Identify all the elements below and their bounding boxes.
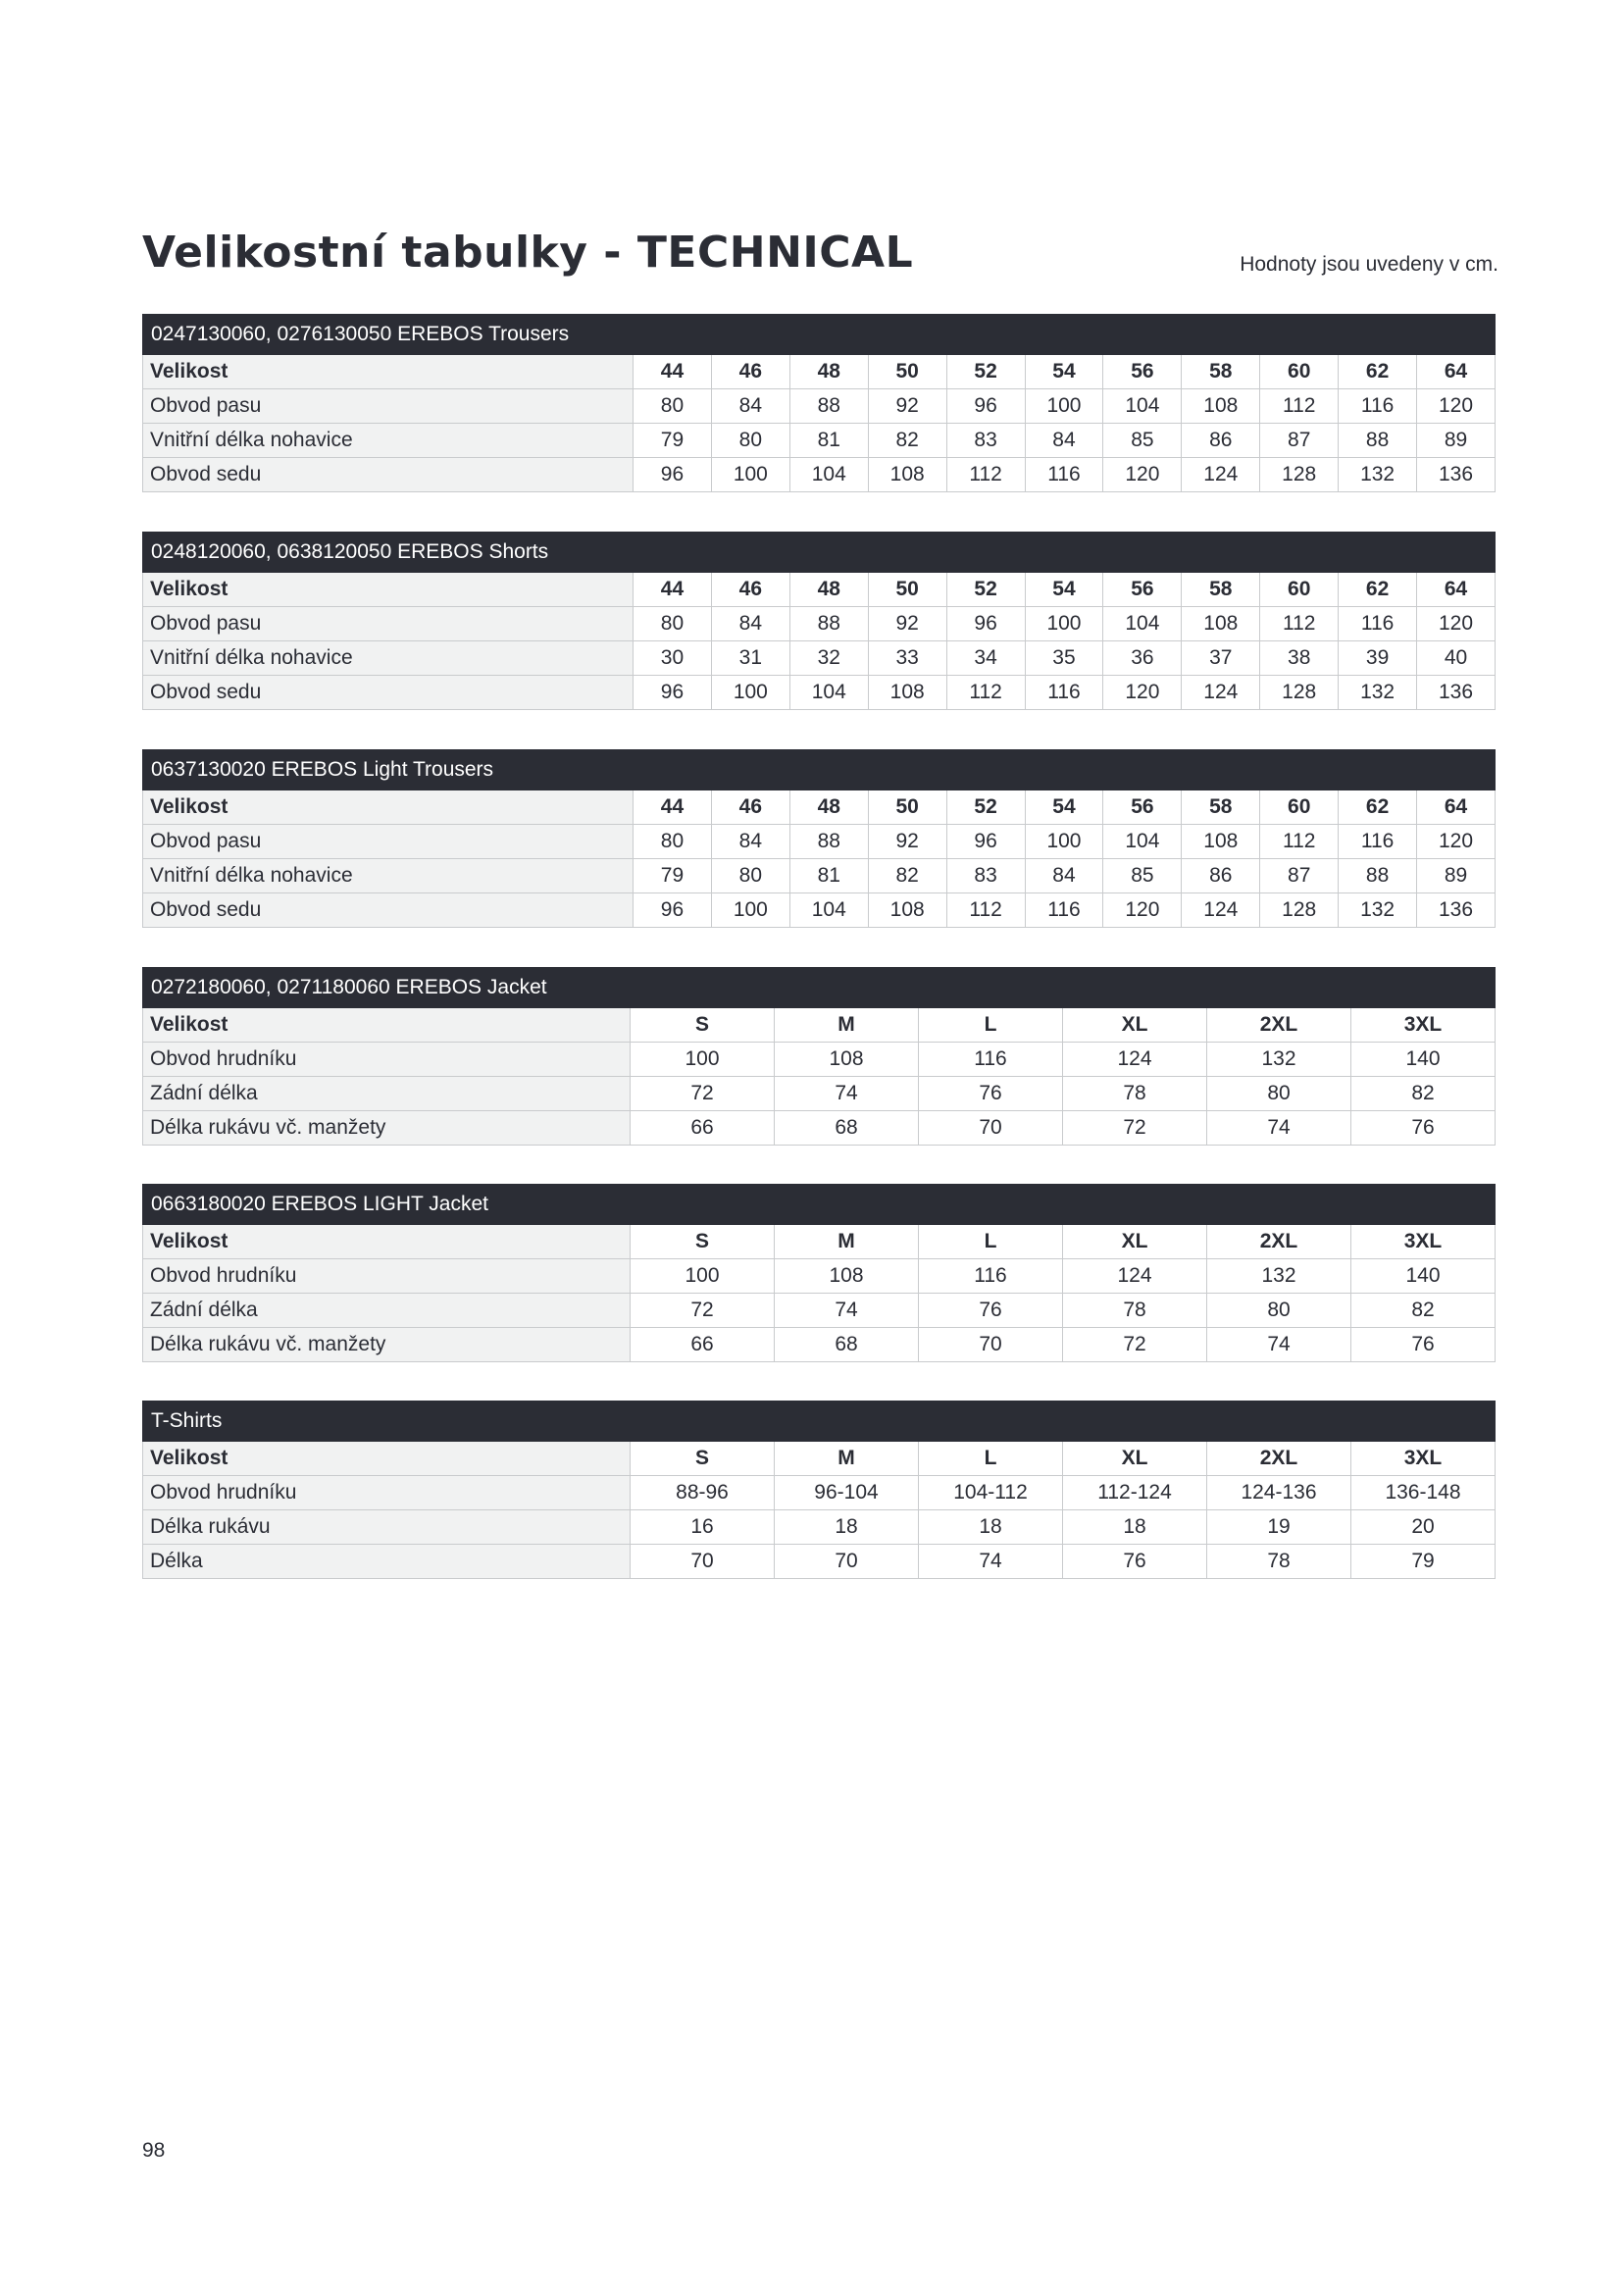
value-cell: 72 xyxy=(1063,1328,1207,1362)
row-label: Obvod sedu xyxy=(143,893,634,928)
value-cell: 84 xyxy=(1025,859,1103,893)
value-cell: 76 xyxy=(1351,1111,1496,1146)
value-cell: 39 xyxy=(1339,641,1417,676)
size-label: Velikost xyxy=(143,790,634,825)
value-cell: 80 xyxy=(1207,1077,1351,1111)
size-cell: 46 xyxy=(711,790,789,825)
value-cell: 80 xyxy=(1207,1294,1351,1328)
row-label: Obvod sedu xyxy=(143,676,634,710)
value-cell: 112-124 xyxy=(1063,1476,1207,1510)
size-cell: 60 xyxy=(1260,573,1339,607)
table-row xyxy=(143,893,1496,928)
value-cell: 120 xyxy=(1417,389,1496,424)
value-cell: 36 xyxy=(1103,641,1182,676)
value-cell: 104 xyxy=(789,458,868,492)
value-cell: 66 xyxy=(631,1328,775,1362)
size-table xyxy=(142,967,1496,1146)
value-cell: 70 xyxy=(919,1328,1063,1362)
size-cell: S xyxy=(631,1442,775,1476)
value-cell: 70 xyxy=(919,1111,1063,1146)
table-row xyxy=(143,641,1496,676)
size-cell: 48 xyxy=(789,355,868,389)
row-label: Vnitřní délka nohavice xyxy=(143,424,634,458)
value-cell: 120 xyxy=(1103,458,1182,492)
value-cell: 70 xyxy=(631,1545,775,1579)
value-cell: 96 xyxy=(946,389,1025,424)
row-label: Obvod pasu xyxy=(143,825,634,859)
table-row xyxy=(143,1545,1496,1579)
size-header-row xyxy=(143,573,1496,607)
value-cell: 116 xyxy=(1025,893,1103,928)
row-label: Obvod pasu xyxy=(143,607,634,641)
value-cell: 76 xyxy=(1063,1545,1207,1579)
value-cell: 88 xyxy=(1339,859,1417,893)
table-row xyxy=(143,458,1496,492)
size-header-row xyxy=(143,790,1496,825)
size-cell: 52 xyxy=(946,790,1025,825)
value-cell: 80 xyxy=(711,859,789,893)
size-cell: 58 xyxy=(1182,790,1260,825)
value-cell: 89 xyxy=(1417,424,1496,458)
size-cell: 54 xyxy=(1025,573,1103,607)
value-cell: 108 xyxy=(775,1043,919,1077)
value-cell: 35 xyxy=(1025,641,1103,676)
table-title: 0248120060, 0638120050 EREBOS Shorts xyxy=(143,533,1496,573)
size-label: Velikost xyxy=(143,1008,631,1043)
value-cell: 92 xyxy=(868,389,946,424)
value-cell: 120 xyxy=(1103,676,1182,710)
size-label: Velikost xyxy=(143,1442,631,1476)
value-cell: 100 xyxy=(1025,389,1103,424)
size-cell: XL xyxy=(1063,1225,1207,1259)
value-cell: 76 xyxy=(1351,1328,1496,1362)
value-cell: 104 xyxy=(1103,607,1182,641)
value-cell: 85 xyxy=(1103,424,1182,458)
page-title: Velikostní tabulky - TECHNICAL xyxy=(142,228,914,278)
table-title: 0247130060, 0276130050 EREBOS Trousers xyxy=(143,315,1496,355)
size-cell: 2XL xyxy=(1207,1442,1351,1476)
value-cell: 74 xyxy=(1207,1111,1351,1146)
table-title: 0272180060, 0271180060 EREBOS Jacket xyxy=(143,968,1496,1008)
value-cell: 31 xyxy=(711,641,789,676)
value-cell: 120 xyxy=(1417,825,1496,859)
size-table xyxy=(142,314,1496,492)
value-cell: 30 xyxy=(634,641,712,676)
value-cell: 86 xyxy=(1182,859,1260,893)
value-cell: 108 xyxy=(775,1259,919,1294)
size-cell: 3XL xyxy=(1351,1225,1496,1259)
value-cell: 92 xyxy=(868,607,946,641)
table-row xyxy=(143,424,1496,458)
size-cell: XL xyxy=(1063,1008,1207,1043)
value-cell: 88-96 xyxy=(631,1476,775,1510)
table-row xyxy=(143,1077,1496,1111)
value-cell: 89 xyxy=(1417,859,1496,893)
size-cell: M xyxy=(775,1442,919,1476)
value-cell: 83 xyxy=(946,424,1025,458)
table-row xyxy=(143,1043,1496,1077)
value-cell: 76 xyxy=(919,1077,1063,1111)
value-cell: 87 xyxy=(1260,424,1339,458)
value-cell: 16 xyxy=(631,1510,775,1545)
value-cell: 108 xyxy=(868,676,946,710)
size-cell: 52 xyxy=(946,573,1025,607)
row-label: Zádní délka xyxy=(143,1294,631,1328)
size-header-row xyxy=(143,1225,1496,1259)
table-title-row xyxy=(143,968,1496,1008)
size-cell: 44 xyxy=(634,355,712,389)
table-row xyxy=(143,1111,1496,1146)
table-row xyxy=(143,389,1496,424)
value-cell: 88 xyxy=(789,389,868,424)
value-cell: 78 xyxy=(1063,1077,1207,1111)
size-cell: 62 xyxy=(1339,573,1417,607)
value-cell: 112 xyxy=(946,893,1025,928)
size-cell: S xyxy=(631,1008,775,1043)
size-cell: 62 xyxy=(1339,355,1417,389)
row-label: Obvod sedu xyxy=(143,458,634,492)
size-cell: 46 xyxy=(711,355,789,389)
value-cell: 18 xyxy=(1063,1510,1207,1545)
value-cell: 84 xyxy=(711,825,789,859)
row-label: Vnitřní délka nohavice xyxy=(143,641,634,676)
value-cell: 116 xyxy=(1339,825,1417,859)
value-cell: 124 xyxy=(1182,676,1260,710)
value-cell: 100 xyxy=(711,676,789,710)
value-cell: 100 xyxy=(1025,607,1103,641)
size-cell: L xyxy=(919,1008,1063,1043)
size-cell: M xyxy=(775,1008,919,1043)
value-cell: 100 xyxy=(711,893,789,928)
value-cell: 100 xyxy=(1025,825,1103,859)
value-cell: 80 xyxy=(634,607,712,641)
table-title-row xyxy=(143,1402,1496,1442)
size-header-row xyxy=(143,355,1496,389)
row-label: Obvod hrudníku xyxy=(143,1476,631,1510)
size-cell: 56 xyxy=(1103,573,1182,607)
table-title: 0637130020 EREBOS Light Trousers xyxy=(143,750,1496,790)
size-cell: 2XL xyxy=(1207,1008,1351,1043)
value-cell: 68 xyxy=(775,1328,919,1362)
value-cell: 68 xyxy=(775,1111,919,1146)
value-cell: 74 xyxy=(775,1294,919,1328)
value-cell: 18 xyxy=(919,1510,1063,1545)
table-row xyxy=(143,1259,1496,1294)
size-cell: 58 xyxy=(1182,355,1260,389)
value-cell: 80 xyxy=(711,424,789,458)
value-cell: 72 xyxy=(631,1077,775,1111)
value-cell: 82 xyxy=(1351,1294,1496,1328)
table-title-row xyxy=(143,1185,1496,1225)
value-cell: 132 xyxy=(1339,893,1417,928)
value-cell: 112 xyxy=(946,458,1025,492)
value-cell: 70 xyxy=(775,1545,919,1579)
value-cell: 128 xyxy=(1260,676,1339,710)
size-table xyxy=(142,749,1496,928)
table-row xyxy=(143,1328,1496,1362)
size-cell: S xyxy=(631,1225,775,1259)
value-cell: 78 xyxy=(1207,1545,1351,1579)
units-note: Hodnoty jsou uvedeny v cm. xyxy=(1240,253,1498,276)
table-row xyxy=(143,1510,1496,1545)
row-label: Obvod hrudníku xyxy=(143,1043,631,1077)
size-cell: 64 xyxy=(1417,355,1496,389)
value-cell: 80 xyxy=(634,825,712,859)
size-cell: 60 xyxy=(1260,790,1339,825)
value-cell: 82 xyxy=(868,424,946,458)
value-cell: 104 xyxy=(1103,389,1182,424)
value-cell: 140 xyxy=(1351,1259,1496,1294)
page-number: 98 xyxy=(142,2139,166,2162)
value-cell: 104 xyxy=(789,893,868,928)
value-cell: 116 xyxy=(919,1043,1063,1077)
value-cell: 82 xyxy=(1351,1077,1496,1111)
row-label: Délka rukávu xyxy=(143,1510,631,1545)
row-label: Délka rukávu vč. manžety xyxy=(143,1111,631,1146)
value-cell: 108 xyxy=(1182,825,1260,859)
size-cell: 3XL xyxy=(1351,1008,1496,1043)
value-cell: 81 xyxy=(789,859,868,893)
value-cell: 100 xyxy=(631,1043,775,1077)
value-cell: 38 xyxy=(1260,641,1339,676)
table-row xyxy=(143,676,1496,710)
size-cell: 60 xyxy=(1260,355,1339,389)
value-cell: 18 xyxy=(775,1510,919,1545)
table-row xyxy=(143,825,1496,859)
value-cell: 120 xyxy=(1417,607,1496,641)
value-cell: 136 xyxy=(1417,676,1496,710)
size-cell: 54 xyxy=(1025,355,1103,389)
value-cell: 108 xyxy=(868,893,946,928)
value-cell: 108 xyxy=(1182,389,1260,424)
value-cell: 96 xyxy=(634,676,712,710)
size-cell: 56 xyxy=(1103,790,1182,825)
value-cell: 116 xyxy=(919,1259,1063,1294)
value-cell: 124 xyxy=(1182,893,1260,928)
value-cell: 112 xyxy=(1260,389,1339,424)
value-cell: 88 xyxy=(789,825,868,859)
size-cell: 48 xyxy=(789,573,868,607)
value-cell: 76 xyxy=(919,1294,1063,1328)
value-cell: 136-148 xyxy=(1351,1476,1496,1510)
size-cell: M xyxy=(775,1225,919,1259)
value-cell: 80 xyxy=(634,389,712,424)
value-cell: 104 xyxy=(1103,825,1182,859)
value-cell: 86 xyxy=(1182,424,1260,458)
value-cell: 34 xyxy=(946,641,1025,676)
value-cell: 82 xyxy=(868,859,946,893)
value-cell: 79 xyxy=(634,859,712,893)
size-table xyxy=(142,1401,1496,1579)
value-cell: 81 xyxy=(789,424,868,458)
table-title: 0663180020 EREBOS LIGHT Jacket xyxy=(143,1185,1496,1225)
table-row xyxy=(143,859,1496,893)
value-cell: 124 xyxy=(1063,1259,1207,1294)
value-cell: 116 xyxy=(1025,458,1103,492)
value-cell: 79 xyxy=(634,424,712,458)
table-row xyxy=(143,1294,1496,1328)
value-cell: 72 xyxy=(1063,1111,1207,1146)
value-cell: 124-136 xyxy=(1207,1476,1351,1510)
size-cell: L xyxy=(919,1225,1063,1259)
row-label: Vnitřní délka nohavice xyxy=(143,859,634,893)
value-cell: 88 xyxy=(1339,424,1417,458)
size-cell: 2XL xyxy=(1207,1225,1351,1259)
table-title: T-Shirts xyxy=(143,1402,1496,1442)
value-cell: 132 xyxy=(1207,1043,1351,1077)
value-cell: 116 xyxy=(1339,389,1417,424)
size-cell: 50 xyxy=(868,573,946,607)
value-cell: 132 xyxy=(1339,676,1417,710)
value-cell: 20 xyxy=(1351,1510,1496,1545)
value-cell: 112 xyxy=(1260,607,1339,641)
value-cell: 83 xyxy=(946,859,1025,893)
value-cell: 87 xyxy=(1260,859,1339,893)
value-cell: 19 xyxy=(1207,1510,1351,1545)
value-cell: 108 xyxy=(1182,607,1260,641)
value-cell: 74 xyxy=(775,1077,919,1111)
size-cell: 64 xyxy=(1417,790,1496,825)
value-cell: 104 xyxy=(789,676,868,710)
value-cell: 37 xyxy=(1182,641,1260,676)
value-cell: 40 xyxy=(1417,641,1496,676)
value-cell: 124 xyxy=(1182,458,1260,492)
value-cell: 85 xyxy=(1103,859,1182,893)
size-cell: 48 xyxy=(789,790,868,825)
value-cell: 96 xyxy=(634,458,712,492)
value-cell: 100 xyxy=(711,458,789,492)
size-cell: 58 xyxy=(1182,573,1260,607)
table-row xyxy=(143,1476,1496,1510)
value-cell: 78 xyxy=(1063,1294,1207,1328)
size-table xyxy=(142,532,1496,710)
size-header-row xyxy=(143,1442,1496,1476)
value-cell: 32 xyxy=(789,641,868,676)
row-label: Obvod hrudníku xyxy=(143,1259,631,1294)
size-label: Velikost xyxy=(143,355,634,389)
value-cell: 116 xyxy=(1339,607,1417,641)
size-cell: 56 xyxy=(1103,355,1182,389)
row-label: Obvod pasu xyxy=(143,389,634,424)
size-cell: 3XL xyxy=(1351,1442,1496,1476)
table-title-row xyxy=(143,315,1496,355)
table-title-row xyxy=(143,750,1496,790)
value-cell: 92 xyxy=(868,825,946,859)
row-label: Zádní délka xyxy=(143,1077,631,1111)
size-cell: 44 xyxy=(634,573,712,607)
value-cell: 74 xyxy=(919,1545,1063,1579)
size-cell: 64 xyxy=(1417,573,1496,607)
size-cell: XL xyxy=(1063,1442,1207,1476)
value-cell: 140 xyxy=(1351,1043,1496,1077)
value-cell: 128 xyxy=(1260,893,1339,928)
size-cell: 54 xyxy=(1025,790,1103,825)
value-cell: 74 xyxy=(1207,1328,1351,1362)
value-cell: 132 xyxy=(1207,1259,1351,1294)
value-cell: 88 xyxy=(789,607,868,641)
value-cell: 96 xyxy=(946,607,1025,641)
size-label: Velikost xyxy=(143,1225,631,1259)
value-cell: 84 xyxy=(711,607,789,641)
value-cell: 79 xyxy=(1351,1545,1496,1579)
value-cell: 96-104 xyxy=(775,1476,919,1510)
size-cell: 46 xyxy=(711,573,789,607)
value-cell: 96 xyxy=(946,825,1025,859)
size-table xyxy=(142,1184,1496,1362)
value-cell: 136 xyxy=(1417,893,1496,928)
value-cell: 108 xyxy=(868,458,946,492)
size-cell: 52 xyxy=(946,355,1025,389)
value-cell: 66 xyxy=(631,1111,775,1146)
value-cell: 128 xyxy=(1260,458,1339,492)
size-label: Velikost xyxy=(143,573,634,607)
value-cell: 72 xyxy=(631,1294,775,1328)
value-cell: 124 xyxy=(1063,1043,1207,1077)
size-header-row xyxy=(143,1008,1496,1043)
value-cell: 112 xyxy=(1260,825,1339,859)
value-cell: 112 xyxy=(946,676,1025,710)
value-cell: 104-112 xyxy=(919,1476,1063,1510)
value-cell: 96 xyxy=(634,893,712,928)
value-cell: 100 xyxy=(631,1259,775,1294)
size-cell: 50 xyxy=(868,790,946,825)
value-cell: 33 xyxy=(868,641,946,676)
table-row xyxy=(143,607,1496,641)
size-cell: 62 xyxy=(1339,790,1417,825)
table-title-row xyxy=(143,533,1496,573)
size-cell: 44 xyxy=(634,790,712,825)
value-cell: 84 xyxy=(711,389,789,424)
row-label: Délka rukávu vč. manžety xyxy=(143,1328,631,1362)
value-cell: 84 xyxy=(1025,424,1103,458)
value-cell: 132 xyxy=(1339,458,1417,492)
size-cell: L xyxy=(919,1442,1063,1476)
value-cell: 116 xyxy=(1025,676,1103,710)
row-label: Délka xyxy=(143,1545,631,1579)
value-cell: 120 xyxy=(1103,893,1182,928)
size-cell: 50 xyxy=(868,355,946,389)
value-cell: 136 xyxy=(1417,458,1496,492)
